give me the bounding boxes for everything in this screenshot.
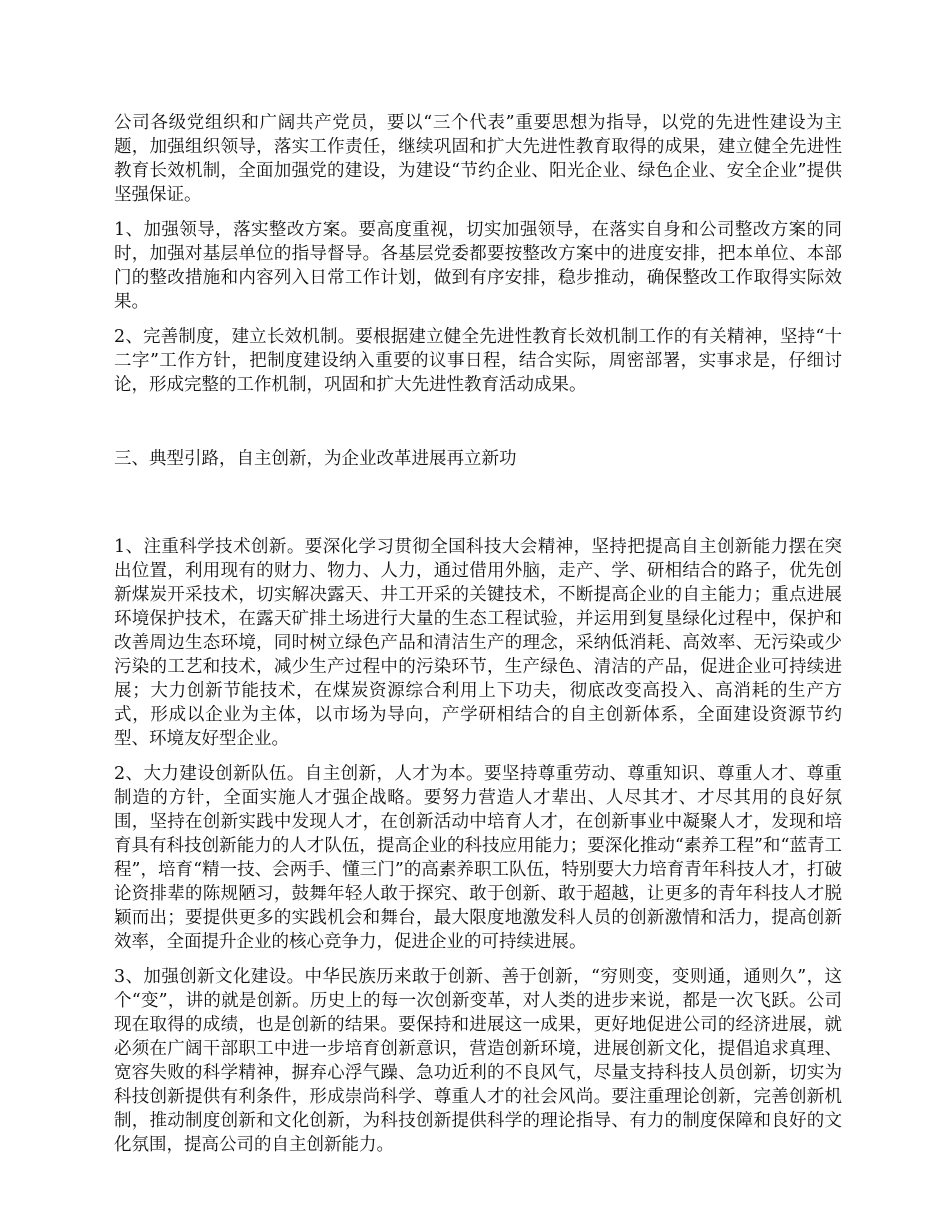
measure-paragraph-2: 2、完善制度，建立长效机制。要根据建立健全先进性教育长效机制工作的有关精神，坚持“十二字”工作方针，把制度建设纳入重要的议事日程，结合实际，周密部署，实事求是，仔细讨论，形成完整的工作机制，巩固和扩大先进性教育活动成果。 bbox=[114, 327, 842, 395]
innovation-paragraph-3: 3、加强创新文化建设。中华民族历来敢于创新、善于创新，“穷则变，变则通，通则久”，这个“变”，讲的就是创新。历史上的每一次创新变革，对人类的进步来说，都是一次飞跃。公司现在取得的成绩，也是创新的结果。要保持和进展这一成果，更好地促进公司的经济进展，就必须在广阔干部职工中进一步培育创新意识，营造创新环境，进展创新文化，提倡追求真理、宽容失败的科学精神，摒弃心浮气躁、急功近利的不良风气，尽量支持科技人员创新，切实为科技创新提供有利条件，形成崇尚科学、尊重人才的社会风尚。要注重理论创新，完善创新机制，推动制度创新和文化创新，为科技创新提供科学的理论指导、有力的制度保障和良好的文化氛围，提高公司的自主创新能力。 bbox=[114, 967, 842, 1155]
innovation-paragraph-1: 1、注重科学技术创新。要深化学习贯彻全国科技大会精神，坚持把提高自主创新能力摆在突出位置，利用现有的财力、物力、人力，通过借用外脑，走产、学、研相结合的路子，优先创新煤炭开采技术，切实解决露天、井工开采的关键技术，不断提高企业的自主能力；重点进展环境保护技术，在露天矿排土场进行大量的生态工程试验，并运用到复垦绿化过程中，保护和改善周边生态环境，同时树立绿色产品和清洁生产的理念，采纳低消耗、高效率、无污染或少污染的工艺和技术，减少生产过程中的污染环节，生产绿色、清洁的产品，促进企业可持续进展；大力创新节能技术，在煤炭资源综合利用上下功夫，彻底改变高投入、高消耗的生产方式，形成以企业为主体，以市场为导向，产学研相结合的自主创新体系，全面建设资源节约型、环境友好型企业。 bbox=[114, 537, 842, 749]
measure-paragraph-1: 1、加强领导，落实整改方案。要高度重视，切实加强领导，在落实自身和公司整改方案的同时，加强对基层单位的指导督导。各基层党委都要按整改方案中的进度安排，把本单位、本部门的整改措施和内容列入日常工作计划，做到有序安排，稳步推动，确保整改工作取得实际效果。 bbox=[114, 220, 842, 312]
intro-paragraph: 公司各级党组织和广阔共产党员，要以“三个代表”重要思想为指导，以党的先进性建设为主题，加强组织领导，落实工作责任，继续巩固和扩大先进性教育取得的成果，建立健全先进性教育长效机制，全面加强党的建设，为建设“节约企业、阳光企业、绿色企业、安全企业”提供坚强保证。 bbox=[114, 113, 842, 205]
document-body bbox=[114, 111, 842, 1168]
innovation-paragraph-2: 2、大力建设创新队伍。自主创新，人才为本。要坚持尊重劳动、尊重知识、尊重人才、尊重制造的方针，全面实施人才强企战略。要努力营造人才辈出、人尽其才、才尽其用的良好氛围，坚持在创新实践中发现人才，在创新活动中培育人才，在创新事业中凝聚人才，发现和培育具有科技创新能力的人才队伍，提高企业的科技应用能力；要深化推动“素养工程”和“蓝青工程”，培育“精一技、会两手、懂三门”的高素养职工队伍，特别要大力培育青年科技人才，打破论资排辈的陈规陋习，鼓舞年轻人敢于探究、敢于创新、敢于超越，让更多的青年科技人才脱颖而出；要提供更多的实践机会和舞台，最大限度地激发科人员的创新激情和活力，提高创新效率，全面提升企业的核心竞争力，促进企业的可持续进展。 bbox=[114, 764, 842, 952]
section-heading: 三、典型引路，自主创新，为企业改革进展再立新功 bbox=[114, 449, 517, 469]
